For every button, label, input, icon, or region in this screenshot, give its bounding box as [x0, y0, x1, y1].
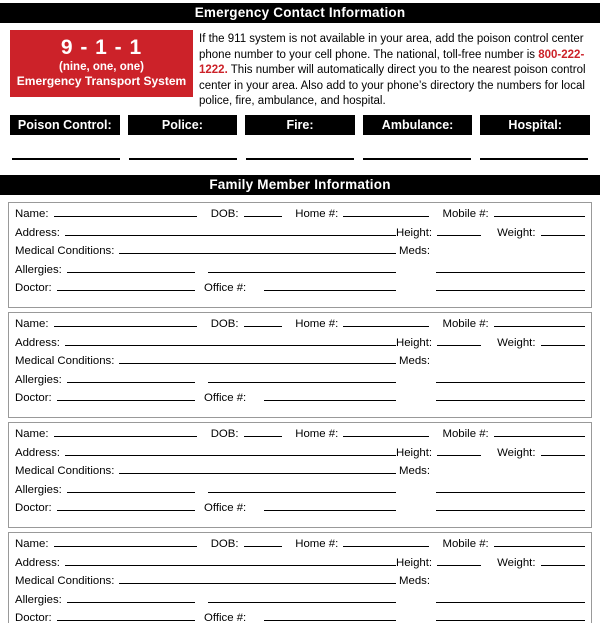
medical-conditions-meds-row — [15, 245, 585, 264]
name-input-line[interactable] — [54, 216, 198, 217]
allergies-continuation-line[interactable] — [208, 272, 396, 273]
top-section — [10, 30, 592, 110]
name-input-line[interactable] — [54, 326, 198, 327]
meds-continuation-line-2[interactable] — [436, 510, 585, 511]
meds-label: Meds: — [399, 245, 431, 258]
office-phone-label: Office #: — [204, 502, 247, 515]
contact-label-hospital: Hospital: — [480, 115, 590, 135]
contact-label-poison-control: Poison Control: — [10, 115, 120, 135]
meds-label: Meds: — [399, 575, 431, 588]
address-label: Address: — [15, 226, 60, 239]
dob-label: DOB: — [210, 208, 239, 220]
medical-conditions-meds-row — [15, 575, 585, 594]
contact-label-ambulance: Ambulance: — [363, 115, 473, 135]
doctor-input-line[interactable] — [57, 290, 195, 291]
height-input-line[interactable] — [437, 345, 481, 346]
meds-continuation-line-2[interactable] — [436, 620, 585, 621]
allergies-input-line[interactable] — [67, 382, 195, 383]
medical-conditions-label: Medical Conditions: — [15, 355, 115, 368]
doctor-label: Doctor: — [15, 392, 52, 405]
family-member-block — [8, 532, 592, 623]
dob-input-line[interactable] — [244, 216, 282, 217]
allergies-label: Allergies: — [15, 373, 62, 386]
dob-label: DOB: — [210, 537, 239, 550]
dob-input-line[interactable] — [244, 326, 282, 327]
doctor-office-row — [15, 392, 585, 411]
911-callout-box — [10, 30, 193, 97]
mobile-phone-label: Mobile #: — [442, 208, 489, 220]
ambulance-number-line[interactable] — [363, 158, 471, 160]
contact-label-police: Police: — [128, 115, 238, 135]
doctor-label: Doctor: — [15, 282, 52, 295]
address-label: Address: — [15, 556, 60, 569]
allergies-row — [15, 594, 585, 613]
height-input-line[interactable] — [437, 235, 481, 236]
home-phone-input-line[interactable] — [343, 216, 429, 217]
allergies-input-line[interactable] — [67, 272, 195, 273]
instructions-text-after: This number will automatically direct you to the nearest poison control center in your area. Also add to your phone’s directory the numbers for local police, fire, ambulance, and hospital. — [199, 64, 586, 108]
meds-continuation-line[interactable] — [436, 492, 585, 493]
address-input-line[interactable] — [65, 565, 396, 566]
address-height-weight-row — [15, 227, 585, 246]
allergies-row — [15, 484, 585, 503]
name-dob-phone-row — [15, 428, 585, 447]
name-input-line[interactable] — [54, 546, 198, 547]
dob-input-line[interactable] — [244, 546, 282, 547]
name-dob-phone-row — [15, 538, 585, 557]
name-dob-phone-row — [15, 208, 585, 227]
allergies-label: Allergies: — [15, 483, 62, 496]
name-dob-phone-row — [15, 318, 585, 337]
home-phone-input-line[interactable] — [343, 436, 429, 437]
office-phone-input-line[interactable] — [264, 290, 396, 291]
office-phone-label: Office #: — [204, 282, 247, 295]
height-input-line[interactable] — [437, 565, 481, 566]
family-member-block — [8, 202, 592, 308]
medical-conditions-label: Medical Conditions: — [15, 245, 115, 258]
mobile-phone-input-line[interactable] — [494, 216, 585, 217]
address-height-weight-row — [15, 337, 585, 356]
address-height-weight-row — [15, 447, 585, 466]
section-title-family-member: Family Member Information — [0, 175, 600, 195]
doctor-office-row — [15, 502, 585, 521]
office-phone-label: Office #: — [204, 392, 247, 405]
911-pronunciation: (nine, one, one) — [59, 61, 144, 73]
meds-label: Meds: — [399, 355, 431, 368]
allergies-continuation-line[interactable] — [208, 382, 396, 383]
address-input-line[interactable] — [65, 235, 396, 236]
height-label: Height: — [396, 226, 433, 239]
weight-input-line[interactable] — [541, 455, 585, 456]
dob-label: DOB: — [210, 317, 239, 330]
address-height-weight-row — [15, 557, 585, 576]
hospital-number-line[interactable] — [480, 158, 588, 160]
name-label: Name: — [15, 317, 49, 330]
name-input-line[interactable] — [54, 436, 198, 437]
weight-label: Weight: — [497, 336, 536, 349]
address-input-line[interactable] — [65, 345, 396, 346]
mobile-phone-input-line[interactable] — [494, 436, 585, 437]
mobile-phone-label: Mobile #: — [442, 427, 489, 440]
mobile-phone-label: Mobile #: — [442, 537, 489, 550]
allergies-continuation-line[interactable] — [208, 602, 396, 603]
medical-conditions-input-line[interactable] — [119, 583, 396, 584]
doctor-label: Doctor: — [15, 502, 52, 515]
poison-control-number-line[interactable] — [12, 158, 120, 160]
family-member-block — [8, 312, 592, 418]
medical-conditions-input-line[interactable] — [119, 253, 396, 254]
name-label: Name: — [15, 537, 49, 550]
doctor-label: Doctor: — [15, 612, 52, 623]
doctor-input-line[interactable] — [57, 620, 195, 621]
weight-label: Weight: — [497, 446, 536, 459]
doctor-input-line[interactable] — [57, 400, 195, 401]
emergency-contact-write-in-row — [12, 158, 588, 160]
medical-conditions-label: Medical Conditions: — [15, 465, 115, 478]
allergies-input-line[interactable] — [67, 492, 195, 493]
office-phone-input-line[interactable] — [264, 620, 396, 621]
weight-input-line[interactable] — [541, 235, 585, 236]
medical-conditions-input-line[interactable] — [119, 473, 396, 474]
doctor-input-line[interactable] — [57, 510, 195, 511]
emergency-contact-labels-row — [10, 115, 590, 135]
home-phone-input-line[interactable] — [343, 326, 429, 327]
family-member-list — [0, 202, 600, 623]
address-input-line[interactable] — [65, 455, 396, 456]
home-phone-label: Home #: — [295, 427, 339, 440]
doctor-office-row — [15, 612, 585, 623]
name-label: Name: — [15, 208, 49, 220]
address-label: Address: — [15, 446, 60, 459]
instructions-text-before: If the 911 system is not available in your area, add the poison control center phone number to your cell phone. The national, toll-free number is — [199, 33, 584, 61]
height-label: Height: — [396, 556, 433, 569]
mobile-phone-input-line[interactable] — [494, 326, 585, 327]
contact-label-fire: Fire: — [245, 115, 355, 135]
police-number-line[interactable] — [129, 158, 237, 160]
meds-continuation-line[interactable] — [436, 272, 585, 273]
address-label: Address: — [15, 336, 60, 349]
home-phone-label: Home #: — [295, 537, 339, 550]
height-input-line[interactable] — [437, 455, 481, 456]
medical-conditions-meds-row — [15, 465, 585, 484]
meds-label: Meds: — [399, 465, 431, 478]
poison-control-instructions — [199, 30, 592, 110]
home-phone-label: Home #: — [295, 317, 339, 330]
911-number: 9 - 1 - 1 — [60, 36, 143, 59]
weight-label: Weight: — [497, 226, 536, 239]
weight-input-line[interactable] — [541, 345, 585, 346]
meds-continuation-line[interactable] — [436, 382, 585, 383]
office-phone-input-line[interactable] — [264, 510, 396, 511]
meds-continuation-line[interactable] — [436, 602, 585, 603]
medical-conditions-input-line[interactable] — [119, 363, 396, 364]
name-label: Name: — [15, 427, 49, 440]
fire-number-line[interactable] — [246, 158, 354, 160]
weight-input-line[interactable] — [541, 565, 585, 566]
height-label: Height: — [396, 336, 433, 349]
doctor-office-row — [15, 282, 585, 301]
home-phone-input-line[interactable] — [343, 546, 429, 547]
office-phone-label: Office #: — [204, 612, 247, 623]
meds-continuation-line-2[interactable] — [436, 400, 585, 401]
allergies-row — [15, 374, 585, 393]
dob-label: DOB: — [210, 427, 239, 440]
dob-input-line[interactable] — [244, 436, 282, 437]
allergies-input-line[interactable] — [67, 602, 195, 603]
medical-conditions-meds-row — [15, 355, 585, 374]
section-title-emergency-contact: Emergency Contact Information — [0, 3, 600, 23]
home-phone-label: Home #: — [295, 208, 339, 220]
office-phone-input-line[interactable] — [264, 400, 396, 401]
meds-continuation-line-2[interactable] — [436, 290, 585, 291]
911-system-name: Emergency Transport System — [16, 74, 187, 88]
allergies-label: Allergies: — [15, 263, 62, 276]
weight-label: Weight: — [497, 556, 536, 569]
allergies-row — [15, 264, 585, 283]
height-label: Height: — [396, 446, 433, 459]
medical-conditions-label: Medical Conditions: — [15, 575, 115, 588]
poison-control-phone-number: 800-222-1222. — [199, 48, 585, 77]
allergies-continuation-line[interactable] — [208, 492, 396, 493]
family-member-block — [8, 422, 592, 528]
allergies-label: Allergies: — [15, 593, 62, 606]
mobile-phone-input-line[interactable] — [494, 546, 585, 547]
mobile-phone-label: Mobile #: — [442, 317, 489, 330]
